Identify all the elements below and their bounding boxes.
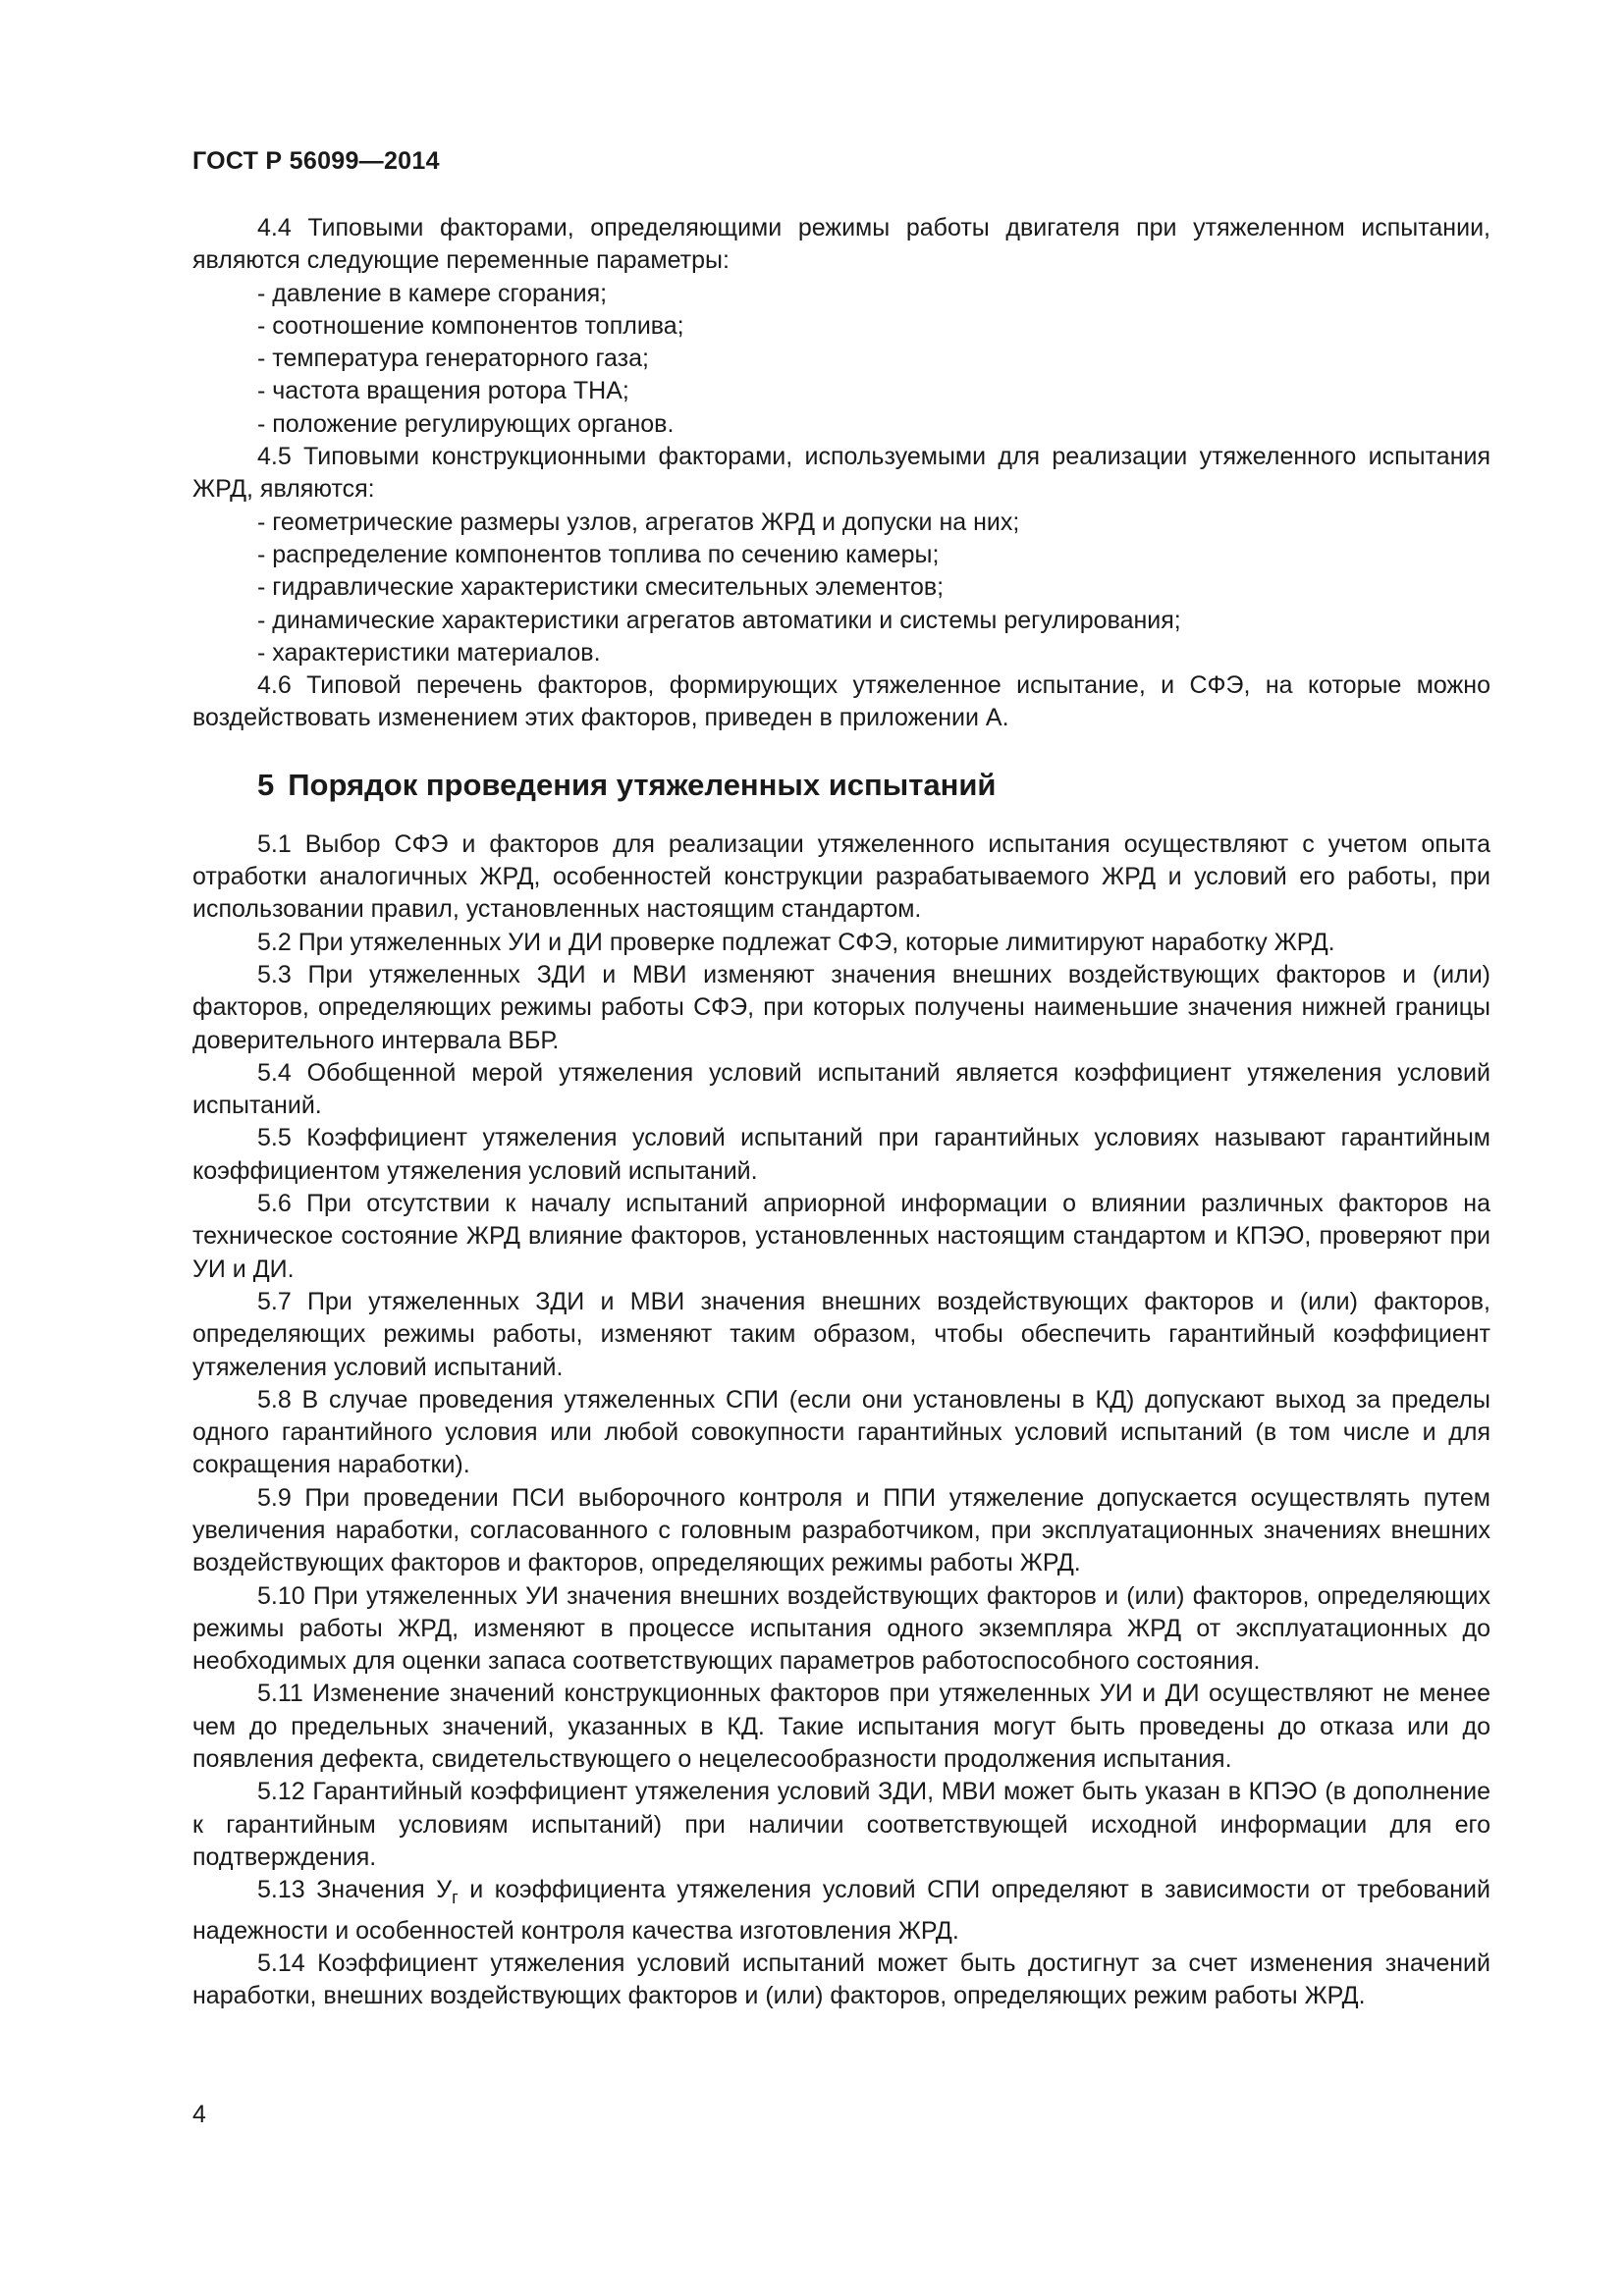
paragraph-5-4: 5.4 Обобщенной мерой утяжеления условий испытаний является коэффициент утяжеления условий испытаний. <box>192 1058 1490 1120</box>
paragraph-5-12: 5.12 Гарантийный коэффициент утяжеления условий ЗДИ, МВИ может быть указан в КПЭО (в дополнение к гарантийным условиям испытаний) при наличии соответствующей исходной информации для его подтверждения. <box>192 1778 1490 1871</box>
document-header: ГОСТ Р 56099—2014 <box>192 147 440 175</box>
text-segment: и коэффициента утяжеления условий СПИ определяют в зависимости от требований надежности и особенностей контроля качества изготовления ЖРД. <box>192 1876 1490 1945</box>
paragraph-5-8: 5.8 В случае проведения утяжеленных СПИ (если они установлены в КД) допускают выход за пределы одного гарантийного условия или любой совокупности гарантийных условий испытаний (в том числе и для сокращения наработки). <box>192 1385 1490 1479</box>
paragraph-5-11: 5.11 Изменение значений конструкционных факторов при утяжеленных УИ и ДИ осуществляют не менее чем до предельных значений, указанных в КД. Такие испытания могут быть проведены до отказа или до появления дефекта, свидетельствующего о нецелесообразности продолжения испытания. <box>192 1680 1490 1774</box>
list-item: - соотношение компонентов топлива; <box>257 311 684 340</box>
section-title: Порядок проведения утяжеленных испытаний <box>288 767 997 802</box>
list-item: - давление в камере сгорания; <box>257 279 608 307</box>
paragraph-5-10: 5.10 При утяжеленных УИ значения внешних воздействующих факторов и (или) факторов, определяющих режимы работы ЖРД, изменяют в процессе испытания одного экземпляра ЖРД от эксплуатационных до необходимых для оценки запаса соответствующих параметров работоспособного состояния. <box>192 1581 1490 1676</box>
paragraph-5-5: 5.5 Коэффициент утяжеления условий испытаний при гарантийных условиях называют гарантийным коэффициентом утяжеления условий испытаний. <box>192 1124 1490 1185</box>
paragraph-4-4: 4.4 Типовыми факторами, определяющими режимы работы двигателя при утяжеленном испытании, являются следующие переменные параметры: <box>192 214 1490 275</box>
document-body <box>192 212 1490 2012</box>
section-heading <box>257 766 1490 805</box>
text-segment: 5.13 Значения У <box>257 1876 453 1904</box>
paragraph-5-6: 5.6 При отсутствии к началу испытаний априорной информации о влиянии различных факторов на техническое состояние ЖРД влияние факторов, установленных настоящим стандартом и КПЭО, проверяют при УИ и ДИ. <box>192 1190 1490 1283</box>
paragraph-5-1: 5.1 Выбор СФЭ и факторов для реализации утяжеленного испытания осуществляют с учетом опыта отработки аналогичных ЖРД, особенностей конструкции разрабатываемого ЖРД и условий его работы, при использовании правил, установленных настоящим стандартом. <box>192 829 1490 924</box>
paragraph-5-2: 5.2 При утяжеленных УИ и ДИ проверке подлежат СФЭ, которые лимитируют наработку ЖРД. <box>257 928 1335 956</box>
paragraph-4-6: 4.6 Типовой перечень факторов, формирующих утяжеленное испытание, и СФЭ, на которые можно воздействовать изменением этих факторов, приведен в приложении А. <box>192 671 1490 732</box>
paragraph-4-5: 4.5 Типовыми конструкционными факторами, используемыми для реализации утяжеленного испытания ЖРД, являются: <box>192 443 1490 504</box>
list-item: - динамические характеристики агрегатов автоматики и системы регулирования; <box>257 606 1181 634</box>
subscript: г <box>452 1888 459 1908</box>
list-item: - положение регулирующих органов. <box>257 409 675 438</box>
list-item: - гидравлические характеристики смесительных элементов; <box>257 573 945 602</box>
list-item: - распределение компонентов топлива по сечению камеры; <box>257 540 940 568</box>
section-number: 5 <box>257 767 275 802</box>
paragraph-5-3: 5.3 При утяжеленных ЗДИ и МВИ изменяют значения внешних воздействующих факторов и (или) факторов, определяющих режимы работы СФЭ, при которых получены наименьшие значения нижней границы доверительного интервала ВБР. <box>192 960 1490 1054</box>
paragraph-5-13 <box>192 1874 1490 1948</box>
list-item: - частота вращения ротора ТНА; <box>257 377 629 405</box>
paragraph-5-7: 5.7 При утяжеленных ЗДИ и МВИ значения внешних воздействующих факторов и (или) факторов, определяющих режимы работы, изменяют таким образом, чтобы обеспечить гарантийный коэффициент утяжеления условий испытаний. <box>192 1287 1490 1381</box>
paragraph-5-9: 5.9 При проведении ПСИ выборочного контроля и ППИ утяжеление допускается осуществлять путем увеличения наработки, согласованного с головным разработчиком, при эксплуатационных значениях внешних воздействующих факторов и факторов, определяющих режимы работы ЖРД. <box>192 1483 1490 1577</box>
paragraph-5-14: 5.14 Коэффициент утяжеления условий испытаний может быть достигнут за счет изменения значений наработки, внешних воздействующих факторов и (или) факторов, определяющих режим работы ЖРД. <box>192 1949 1490 2010</box>
list-item: - геометрические размеры узлов, агрегатов ЖРД и допуски на них; <box>257 507 1020 536</box>
list-item: - характеристики материалов. <box>257 638 601 667</box>
document-page <box>192 0 1490 2296</box>
list-item: - температура генераторного газа; <box>257 345 649 373</box>
page-number: 4 <box>192 2101 206 2128</box>
